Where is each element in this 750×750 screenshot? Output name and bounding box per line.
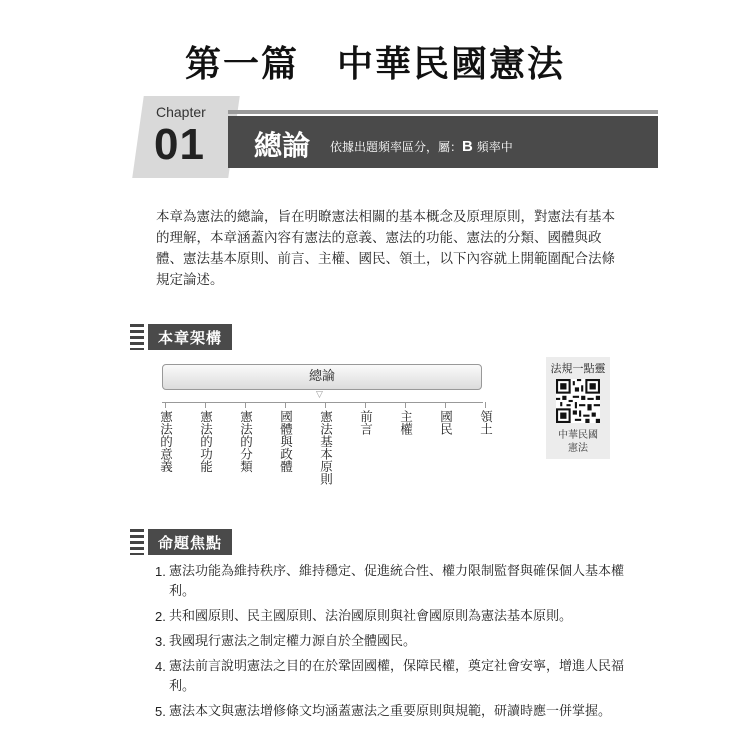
tree-branch: 憲法基本原則 [318, 410, 334, 485]
tree-branch: 領土 [478, 410, 494, 435]
tree-branch: 國民 [438, 410, 454, 435]
focus-item-text: 共和國原則、民主國原則、法治國原則與社會國原則為憲法基本原則。 [169, 609, 573, 624]
part-title: 第一篇 中華民國憲法 [184, 44, 565, 85]
section-stripes-icon [130, 529, 144, 555]
tree-branch: 前言 [358, 410, 374, 435]
tree-branch-tick [245, 402, 246, 408]
qr-caption-line1: 中華民國 [558, 430, 598, 441]
section-heading-structure [130, 322, 232, 352]
qr-title: 法規一點靈 [550, 362, 606, 375]
qr-panel [546, 357, 610, 459]
tree-branch: 憲法的功能 [198, 410, 214, 473]
focus-item-text: 我國現行憲法之制定權力源自於全體國民。 [169, 634, 417, 649]
tree-branch-tick [285, 402, 286, 408]
tree-branch-tick [325, 402, 326, 408]
tree-branch: 國體與政體 [278, 410, 294, 473]
frequency-grade: B [462, 138, 473, 155]
focus-item-text: 憲法本文與憲法增修條文均涵蓋憲法之重要原則與規範，研讀時應一併掌握。 [169, 704, 612, 719]
focus-item [155, 702, 625, 722]
focus-item [155, 607, 625, 627]
qr-caption [546, 429, 610, 455]
focus-item-text: 憲法功能為維持秩序、維持穩定、促進統合性、權力限制監督與確保個人基本權利。 [169, 564, 625, 599]
qr-caption-line2: 憲法 [568, 443, 588, 454]
focus-item-text: 憲法前言說明憲法之目的在於鞏固國權，保障民權，奠定社會安寧，增進人民福利。 [169, 659, 625, 694]
focus-item [155, 562, 625, 602]
tree-branch: 憲法的分類 [238, 410, 254, 473]
tree-branch-tick [205, 402, 206, 408]
chapter-title: 總論 [254, 129, 311, 162]
frequency-prefix: 依據出題頻率區分，屬： [330, 140, 463, 154]
section-stripes-icon [130, 324, 144, 350]
structure-tree [150, 360, 500, 500]
tree-branch-tick [485, 402, 486, 408]
tree-branch-tick [405, 402, 406, 408]
chapter-intro: 本章為憲法的總論，旨在明瞭憲法相關的基本概念及原理原則，對憲法有基本的理解，本章涵蓋內容有憲法的意義、憲法的功能、憲法的分類、國體與政體、憲法基本原則、前言、主權、國民、領土，以下內容就上開範圍配合法條規定論述。 [156, 209, 615, 288]
focus-item-number: 4. [155, 659, 166, 674]
focus-item-number: 1. [155, 564, 166, 579]
tree-branch-tick [445, 402, 446, 408]
tree-branch: 主權 [398, 410, 414, 435]
frequency-suffix: 頻率中 [476, 140, 513, 154]
tree-branch-tick [365, 402, 366, 408]
chapter-number: 01 [154, 120, 205, 169]
focus-item-number: 5. [155, 704, 166, 719]
focus-item [155, 632, 625, 652]
focus-item-number: 3. [155, 634, 166, 649]
focus-item [155, 657, 625, 697]
focus-list [155, 562, 625, 727]
tree-root: 總論 [162, 364, 482, 390]
focus-item-number: 2. [155, 609, 166, 624]
chapter-bar-accent [228, 110, 658, 114]
chapter-header [120, 96, 660, 178]
chapter-label: Chapter [156, 104, 206, 120]
section-label: 命題焦點 [148, 529, 232, 555]
tree-connector [162, 402, 483, 403]
tree-branch: 憲法的意義 [158, 410, 174, 473]
section-heading-focus [130, 527, 232, 557]
tree-branch-tick [165, 402, 166, 408]
chapter-frequency [330, 138, 513, 155]
section-label: 本章架構 [148, 324, 232, 350]
qr-code-icon[interactable] [556, 379, 600, 423]
tree-arrow-icon: ▽ [316, 390, 323, 400]
